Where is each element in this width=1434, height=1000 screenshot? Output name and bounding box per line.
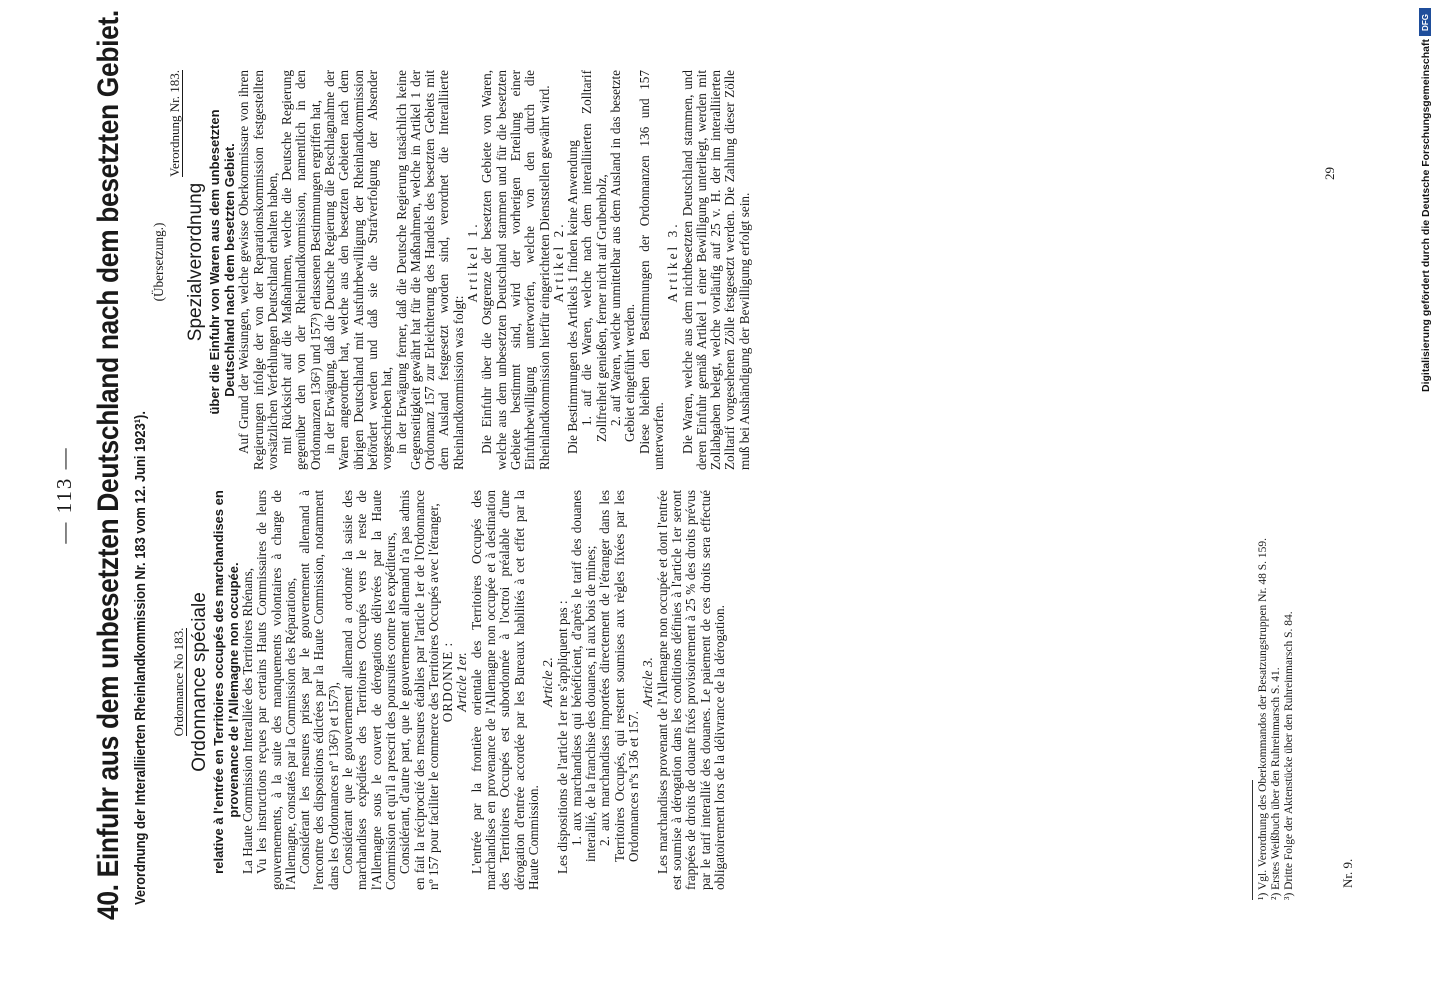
german-ordinance-number: Verordnung Nr. 183. (167, 70, 183, 177)
page-number: — 113 — (52, 446, 76, 544)
french-article-2-item: 2. aux marchandises importées directement de l'étranger dans les Territoires Occupés, qui restent soumises aux règles fixées par les Ordonnances nºs 136 et 157. (597, 490, 642, 862)
german-paragraph: Auf Grund der Weisungen, welche gewisse Oberkommissare von ihren Regierungen infolge der von der Reparationskommission festgestellten vorsätzlichen Verfehlungen Deutschland erhalten haben, (236, 70, 280, 470)
french-heading: Ordonnance spéciale (189, 592, 210, 772)
french-article-2-intro: Les dispositions de l'article 1er ne s'appliquent pas : (554, 600, 570, 874)
german-article-2-item: 2. auf Waren, welche unmittelbar aus dem Ausland in das besetzte Gebiet eingeführt werden. (608, 70, 638, 442)
footnotes (1252, 80, 1296, 900)
french-article-1-text: L'entrée par la frontière orientale des Territoires Occupés des marchandises en provenance de l'Allemagne non occupée et à destination des Territoires Occupés est subordonnée à l'octroi préalable d'une dérogation d'entrée accordée par les Bureaux habilités à cet effet par la Haute Commission. (468, 490, 541, 890)
german-heading: Spezialverordnung (185, 182, 207, 342)
footnote: ²) Erstes Weißbuch über den Ruhreinmarsch S. 41. (1270, 667, 1282, 900)
french-column (152, 490, 727, 890)
french-paragraph: Vu les instructions reçues par certains Hauts Commissaires de leurs gouvernements, à la suite des manquements volontaires à charge de l'Allemagne, constatés par la Commission des Réparations, (254, 490, 298, 890)
german-article-2-intro: Die Bestimmungen des Artikels 1 finden keine Anwendung (565, 140, 581, 454)
french-article-3-text: Les marchandises provenant de l'Allemagne non occupée et dont l'entrée est soumise à dérogation dans les conditions définies à l'article 1er seront frappées de droits de douane fixés provisoirement à 25 % des droits prévus par le tarif interallié des douanes. Le paiement de ces droits sera effectué obligatoirement lors de la délivrance de la dérogation. (654, 490, 727, 890)
german-article-3-title: Artikel 3. (665, 221, 681, 303)
french-ordonne: ORDONNE : (440, 641, 456, 723)
signature-mark: 29 (1322, 167, 1337, 180)
french-article-3-title: Article 3. (640, 657, 656, 707)
dfg-logo: DFG (1419, 8, 1431, 36)
german-paragraph: in der Erwägung, daß die Deutsche Regierung die Beschlagnahme der Waren angeordnet hat, welche aus den besetzten Gebieten nach dem übrigen Deutschland mit Ausfuhrbewilligung der Rheinlandkommission befördert werden und daß sie die Strafverfolgung der Absender vorgeschrieben hat, (322, 70, 395, 470)
french-article-1-title: Article 1er. (454, 652, 470, 712)
translation-note: (Übersetzung.) (151, 222, 166, 302)
digitization-sidebar (1418, 0, 1434, 1000)
document-subtitle: Verordnung der Interalliierten Rheinlandkommission Nr. 183 vom 12. Juni 1923¹). (132, 411, 149, 905)
french-paragraph: Considérant, d'autre part, que le gouvernement allemand n'a pas admis en fait la réciprocité des mesures établies par l'article 1er de l'Ordonnance nº 157 pour faciliter le commerce des Territoires Occupés avec l'étranger, (397, 490, 441, 890)
german-article-2-item: 1. auf die Waren, welche nach dem interalliierten Zolltarif Zollfreiheit genießen, ferner nicht auf Grubenholz, (579, 70, 609, 442)
french-subheading: relative à l'entrée en Territoires occupés des marchandises en provenance de l'Allemagne non occupée. (211, 490, 241, 874)
sheet-label: Nr. 9. (1340, 858, 1355, 888)
french-article-2-title: Article 2. (540, 657, 556, 707)
french-ordinance-number: Ordonnance No 183. (171, 627, 186, 737)
german-article-1-text: Die Einfuhr über die Ostgrenze der besetzten Gebiete von Waren, welche aus dem unbesetzten Deutschland stammen und für die besetzten Gebiete bestimmt sind, wird der vorherigen Erteilung einer Einfuhrbewilligung unterworfen, welche von den durch die Rheinlandkommission hierfür eingerichteten Dienststellen gewährt wird. (479, 70, 552, 470)
german-article-2-extra: Diese bleiben den Bestimmungen der Ordonnanzen 136 und 157 unterworfen. (636, 70, 666, 470)
digitization-credit: Digitalisierung gefördert durch die Deutsche Forschungsgemeinschaft (1420, 39, 1432, 392)
german-paragraph: mit Rücksicht auf die Maßnahmen, welche die Deutsche Regierung gegenüber den von der Rheinlandkommission, namentlich in den Ordonnanzen 136²) und 157³) erlassenen Bestimmungen ergriffen hat, (279, 70, 323, 470)
german-column (152, 70, 752, 470)
footnote-rule (1252, 780, 1253, 900)
french-paragraph: La Haute Commission Interalliée des Territoires Rhénans, (240, 567, 255, 874)
german-article-3-text: Die Waren, welche aus dem nichtbesetzten Deutschland stammen, und deren Einfuhr gemäß Artikel 1 einer Bewilligung unterliegt, werden mit Zollabgaben belegt, welche vorläufig auf 25 v. H. der im interalliierten Zolltarif vorgesehenen Zölle festgesetzt werden. Die Zahlung dieser Zölle muß bei Aushändigung der Bewilligung erfolgt sein. (679, 70, 752, 470)
french-paragraph: Considérant que le gouvernement allemand a ordonné la saisie des marchandises expédiées des Territoires Occupés vers le reste de l'Allemagne sous le couvert de dérogations délivrées par la Haute Commission et qu'il a prescrit des poursuites contre les expéditeurs, (340, 490, 398, 890)
footnote: ³) Dritte Folge der Aktenstücke über den Ruhreinmarsch S. 84. (1283, 611, 1295, 900)
german-paragraph: in der Erwägung ferner, daß die Deutsche Regierung tatsächlich keine Gegenseitigkeit gewährt hat für die Maßnahmen, welche in Artikel 1 der Ordonnanz 157 zur Erleichterung des Handels des besetzten Gebiets mit dem Ausland festgesetzt worden sind, verordnet die Interalliierte Rheinlandkommission was folgt: (393, 70, 466, 470)
document-title: 40. Einfuhr aus dem unbesetzten Deutschland nach dem besetzten Gebiet. (92, 10, 125, 920)
german-article-1-title: Artikel 1. (465, 221, 481, 303)
french-article-2-item: 1. aux marchandises qui bénéficient, d'après le tarif des douanes interallié, de la franchise des douanes, ni aux bois de mines; (568, 490, 599, 862)
german-article-2-title: Artikel 2. (550, 221, 566, 303)
french-paragraph: Considérant les mesures prises par le gouvernement allemand à l'encontre des dispositions édictées par la Haute Commission, notamment dans les Ordonnances nº 136²) et 157³), (297, 490, 341, 890)
german-subheading: über die Einfuhr von Waren aus dem unbesetzten Deutschland nach dem besetzten Gebiet. (207, 109, 237, 415)
footnote: ¹) Vgl. Verordnung des Oberkommandos der Besatzungstruppen Nr. 48 S. 159. (1257, 537, 1269, 900)
